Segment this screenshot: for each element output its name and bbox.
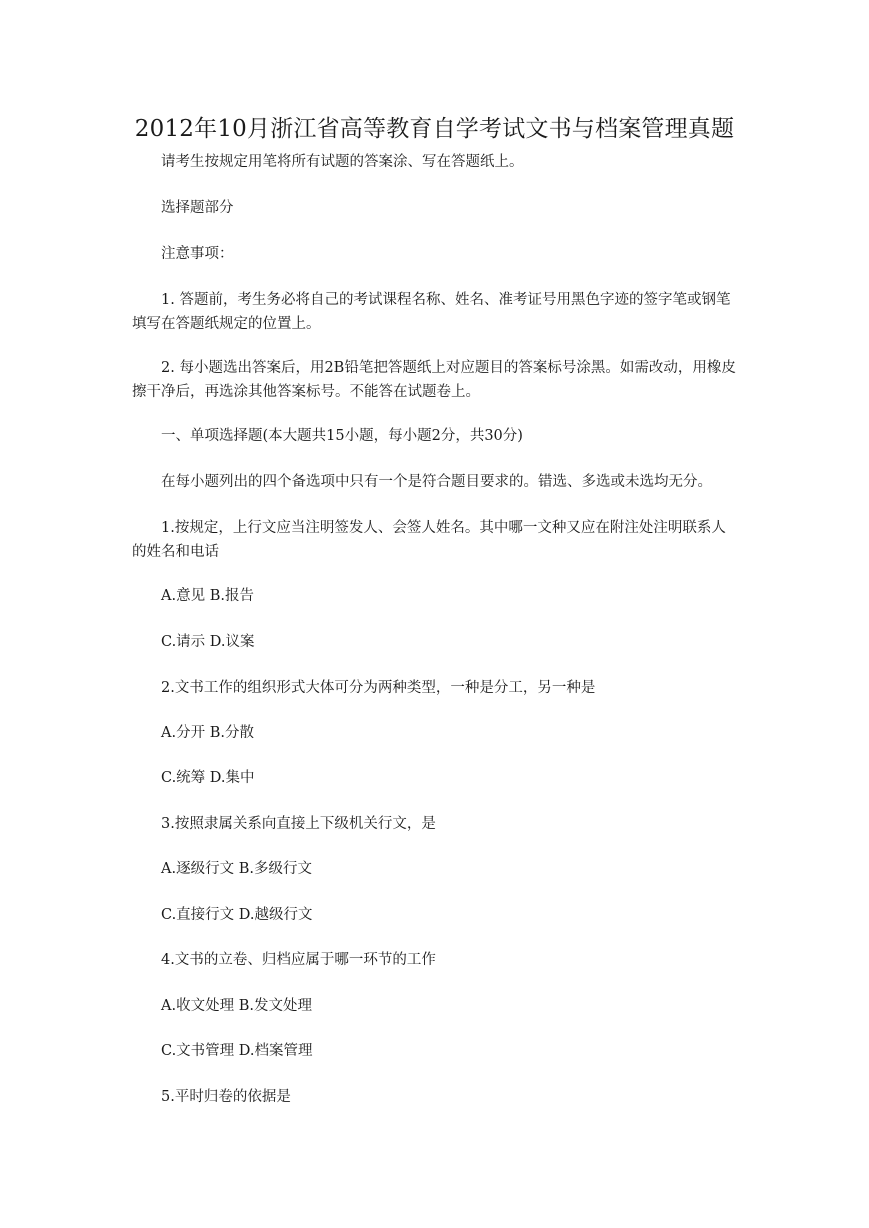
question-4: 4.文书的立卷、归档应属于哪一环节的工作 xyxy=(161,952,436,968)
question-3: 3.按照隶属关系向直接上下级机关行文，是 xyxy=(161,816,436,832)
question-1: 1.按规定，上行文应当注明签发人、会签人姓名。其中哪一文种又应在附注处注明联系人的姓名和电话 xyxy=(132,520,726,560)
instruction-paragraph: 请考生按规定用笔将所有试题的答案涂、写在答题纸上。 xyxy=(161,154,524,170)
question-1-options-cd: C.请示 D.议案 xyxy=(161,634,255,650)
notes-heading: 注意事项： xyxy=(161,246,234,262)
note-item-1: 1. 答题前，考生务必将自己的考试课程名称、姓名、准考证号用黑色字迹的签字笔或钢笔填写在答题纸规定的位置上。 xyxy=(132,292,731,332)
question-4-options-ab: A.收文处理 B.发文处理 xyxy=(161,998,312,1014)
question-2-options-ab: A.分开 B.分散 xyxy=(161,725,254,741)
question-3-options-cd: C.直接行文 D.越级行文 xyxy=(161,907,313,923)
section-heading: 选择题部分 xyxy=(161,200,234,216)
question-2: 2.文书工作的组织形式大体可分为两种类型，一种是分工，另一种是 xyxy=(161,680,596,696)
question-5: 5.平时归卷的依据是 xyxy=(161,1089,291,1105)
note-item-2: 2. 每小题选出答案后，用2B铅笔把答题纸上对应题目的答案标号涂黑。如需改动，用橡皮擦干净后，再选涂其他答案标号。不能答在试题卷上。 xyxy=(132,360,736,400)
question-1-options-ab: A.意见 B.报告 xyxy=(161,588,254,604)
question-4-options-cd: C.文书管理 D.档案管理 xyxy=(161,1043,313,1059)
question-2-options-cd: C.统筹 D.集中 xyxy=(161,770,255,786)
document-title: 2012年10月浙江省高等教育自学考试文书与档案管理真题 xyxy=(134,116,735,142)
question-3-options-ab: A.逐级行文 B.多级行文 xyxy=(161,861,312,877)
part-one-instruction: 在每小题列出的四个备选项中只有一个是符合题目要求的。错选、多选或未选均无分。 xyxy=(161,474,712,490)
part-one-heading: 一、单项选择题(本大题共15小题，每小题2分，共30分) xyxy=(161,428,523,444)
